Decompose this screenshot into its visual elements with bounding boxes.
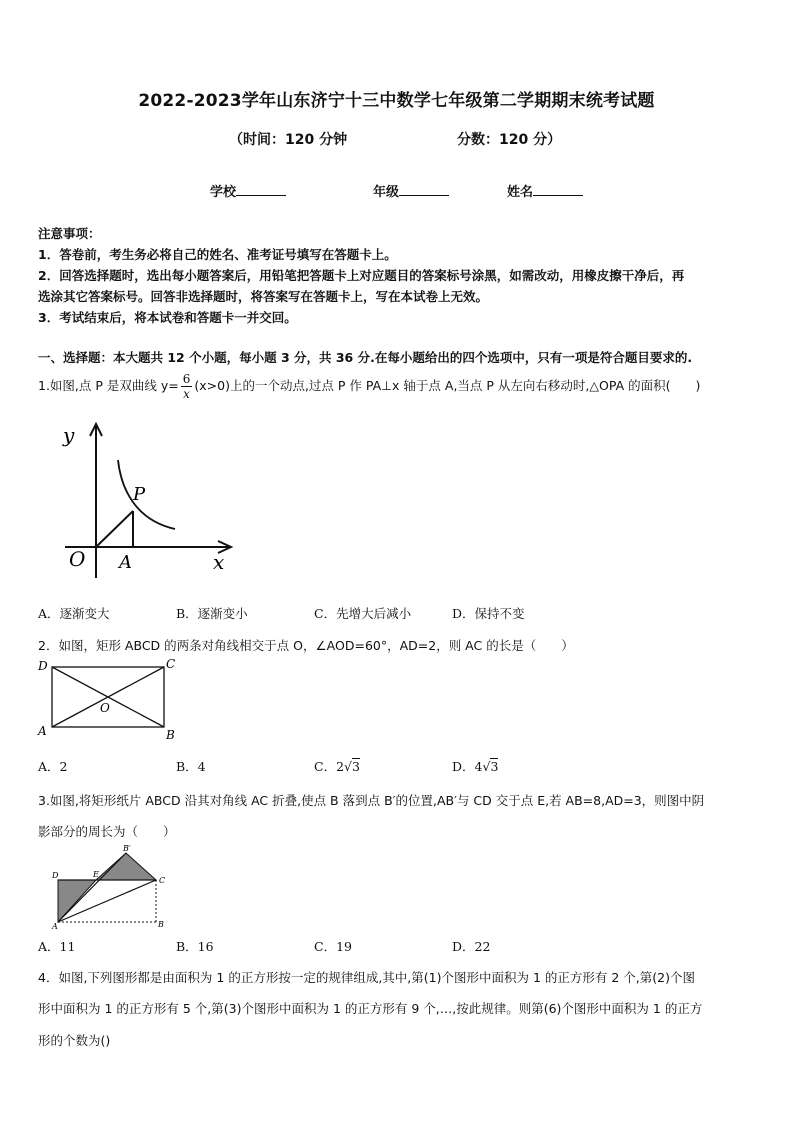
q3-label-c: C xyxy=(159,876,166,885)
q3-label-a: A xyxy=(52,922,58,930)
q2-label-c: C xyxy=(166,657,176,671)
q1-label-y: y xyxy=(63,423,75,447)
q3-option-d[interactable]: D．22 xyxy=(452,939,491,954)
grade-field xyxy=(373,181,449,200)
name-field xyxy=(507,181,583,200)
q2-option-a[interactable]: A．2 xyxy=(38,759,68,774)
page-title: 2022-2023学年山东济宁十三中数学七年级第二学期期末统考试题 xyxy=(138,91,655,111)
q1-frac-den: x xyxy=(183,387,190,401)
question-2-text: 2．如图，矩形 ABCD 的两条对角线相交于点 O，∠AOD=60°，AD=2，则 AC 的长是（ ） xyxy=(38,638,574,653)
school-field xyxy=(210,181,286,200)
q3-option-a[interactable]: A．11 xyxy=(38,939,76,954)
q2-label-d: D xyxy=(38,659,48,673)
q1-fraction xyxy=(181,372,193,401)
q2-label-a: A xyxy=(38,724,47,738)
grade-label: 年级 xyxy=(373,185,400,200)
q2-option-c-prefix: C． xyxy=(314,759,337,774)
note-item: 选涂其它答案标号。回答非选择题时，将答案写在答题卡上，写在本试卷上无效。 xyxy=(38,289,489,304)
q3-option-b[interactable]: B．16 xyxy=(176,939,214,954)
question-4-line-3: 形的个数为() xyxy=(38,1033,111,1048)
q1-option-b[interactable]: B．逐渐变小 xyxy=(176,606,248,621)
question-3-line-1: 3.如图,将矩形纸片 ABCD 沿其对角线 AC 折叠,使点 B 落到点 B′的位置,AB′与 CD 交于点 E,若 AB=8,AD=3，则图中阴 xyxy=(38,793,705,808)
note-item: 3．考试结束后，将本试卷和答题卡一并交回。 xyxy=(38,310,297,325)
q2-option-d-radicand: 3 xyxy=(490,759,499,774)
q1-frac-num: 6 xyxy=(182,372,191,386)
question-1-text xyxy=(38,372,700,401)
name-blank[interactable] xyxy=(533,183,583,196)
name-label: 姓名 xyxy=(507,185,534,200)
sqrt-icon: √ xyxy=(482,759,491,774)
grade-blank[interactable] xyxy=(399,183,449,196)
q1-text-after: (x>0)上的一个动点,过点 P 作 PA⊥x 轴于点 A,当点 P 从左向右移动时,△OPA 的面积( ) xyxy=(194,378,701,393)
q2-option-d-coef: 4 xyxy=(474,759,483,774)
question-4-line-2: 形中面积为 1 的正方形有 5 个,第(3)个图形中面积为 1 的正方形有 9 个,…,按此规律。则第(6)个图形中面积为 1 的正方 xyxy=(38,1001,703,1016)
exam-score: 分数：120 分） xyxy=(457,132,562,148)
q1-label-o: O xyxy=(69,547,86,571)
q3-folding-figure xyxy=(44,842,174,930)
note-item: 2．回答选择题时，选出每小题答案后，用铅笔把答题卡上对应题目的答案标号涂黑，如需改动，用橡皮擦干净后，再 xyxy=(38,268,685,283)
q3-label-b: B xyxy=(158,920,164,929)
q2-option-d-prefix: D． xyxy=(452,759,475,774)
q1-text-before: 1.如图,点 P 是双曲线 y= xyxy=(38,378,179,393)
q2-label-o: O xyxy=(100,701,110,715)
q1-segment-op xyxy=(96,511,133,547)
note-item: 1．答卷前，考生务必将自己的姓名、准考证号填写在答题卡上。 xyxy=(38,247,397,262)
q1-option-c[interactable]: C．先增大后减小 xyxy=(314,606,412,621)
q2-rectangle-figure xyxy=(36,656,186,744)
q3-label-e: E xyxy=(93,870,99,879)
q2-option-d[interactable] xyxy=(452,757,498,775)
q1-hyperbola-figure xyxy=(55,418,240,583)
q1-label-a: A xyxy=(119,552,132,573)
q2-option-c[interactable] xyxy=(314,757,360,775)
q3-option-c[interactable]: C．19 xyxy=(314,939,352,954)
section-heading: 一、选择题：本大题共 12 个小题，每小题 3 分，共 36 分.在每小题给出的四个选项中，只有一项是符合题目要求的. xyxy=(38,350,693,365)
q2-option-b[interactable]: B．4 xyxy=(176,759,206,774)
q2-label-b: B xyxy=(166,728,175,742)
q3-label-b-prime: B′ xyxy=(123,844,131,853)
school-label: 学校 xyxy=(210,185,237,200)
q2-option-c-radicand: 3 xyxy=(352,759,360,774)
q3-label-d: D xyxy=(52,871,59,880)
q2-option-c-coef: 2 xyxy=(336,759,345,774)
q1-label-x: x xyxy=(213,550,225,574)
q1-option-a[interactable]: A．逐渐变大 xyxy=(38,606,110,621)
exam-time: （时间：120 分钟 xyxy=(229,132,348,148)
notes-heading: 注意事项： xyxy=(38,226,101,241)
q3-shaded-triangle-right xyxy=(96,853,156,880)
q1-label-p: P xyxy=(133,484,146,505)
question-3-line-2: 影部分的周长为（ ） xyxy=(38,824,176,839)
q1-option-d[interactable]: D．保持不变 xyxy=(452,606,525,621)
question-4-line-1: 4．如图,下列图形都是由面积为 1 的正方形按一定的规律组成,其中,第(1)个图形中面积为 1 的正方形有 2 个,第(2)个图 xyxy=(38,970,695,985)
sqrt-icon: √ xyxy=(344,759,352,774)
school-blank[interactable] xyxy=(236,183,286,196)
